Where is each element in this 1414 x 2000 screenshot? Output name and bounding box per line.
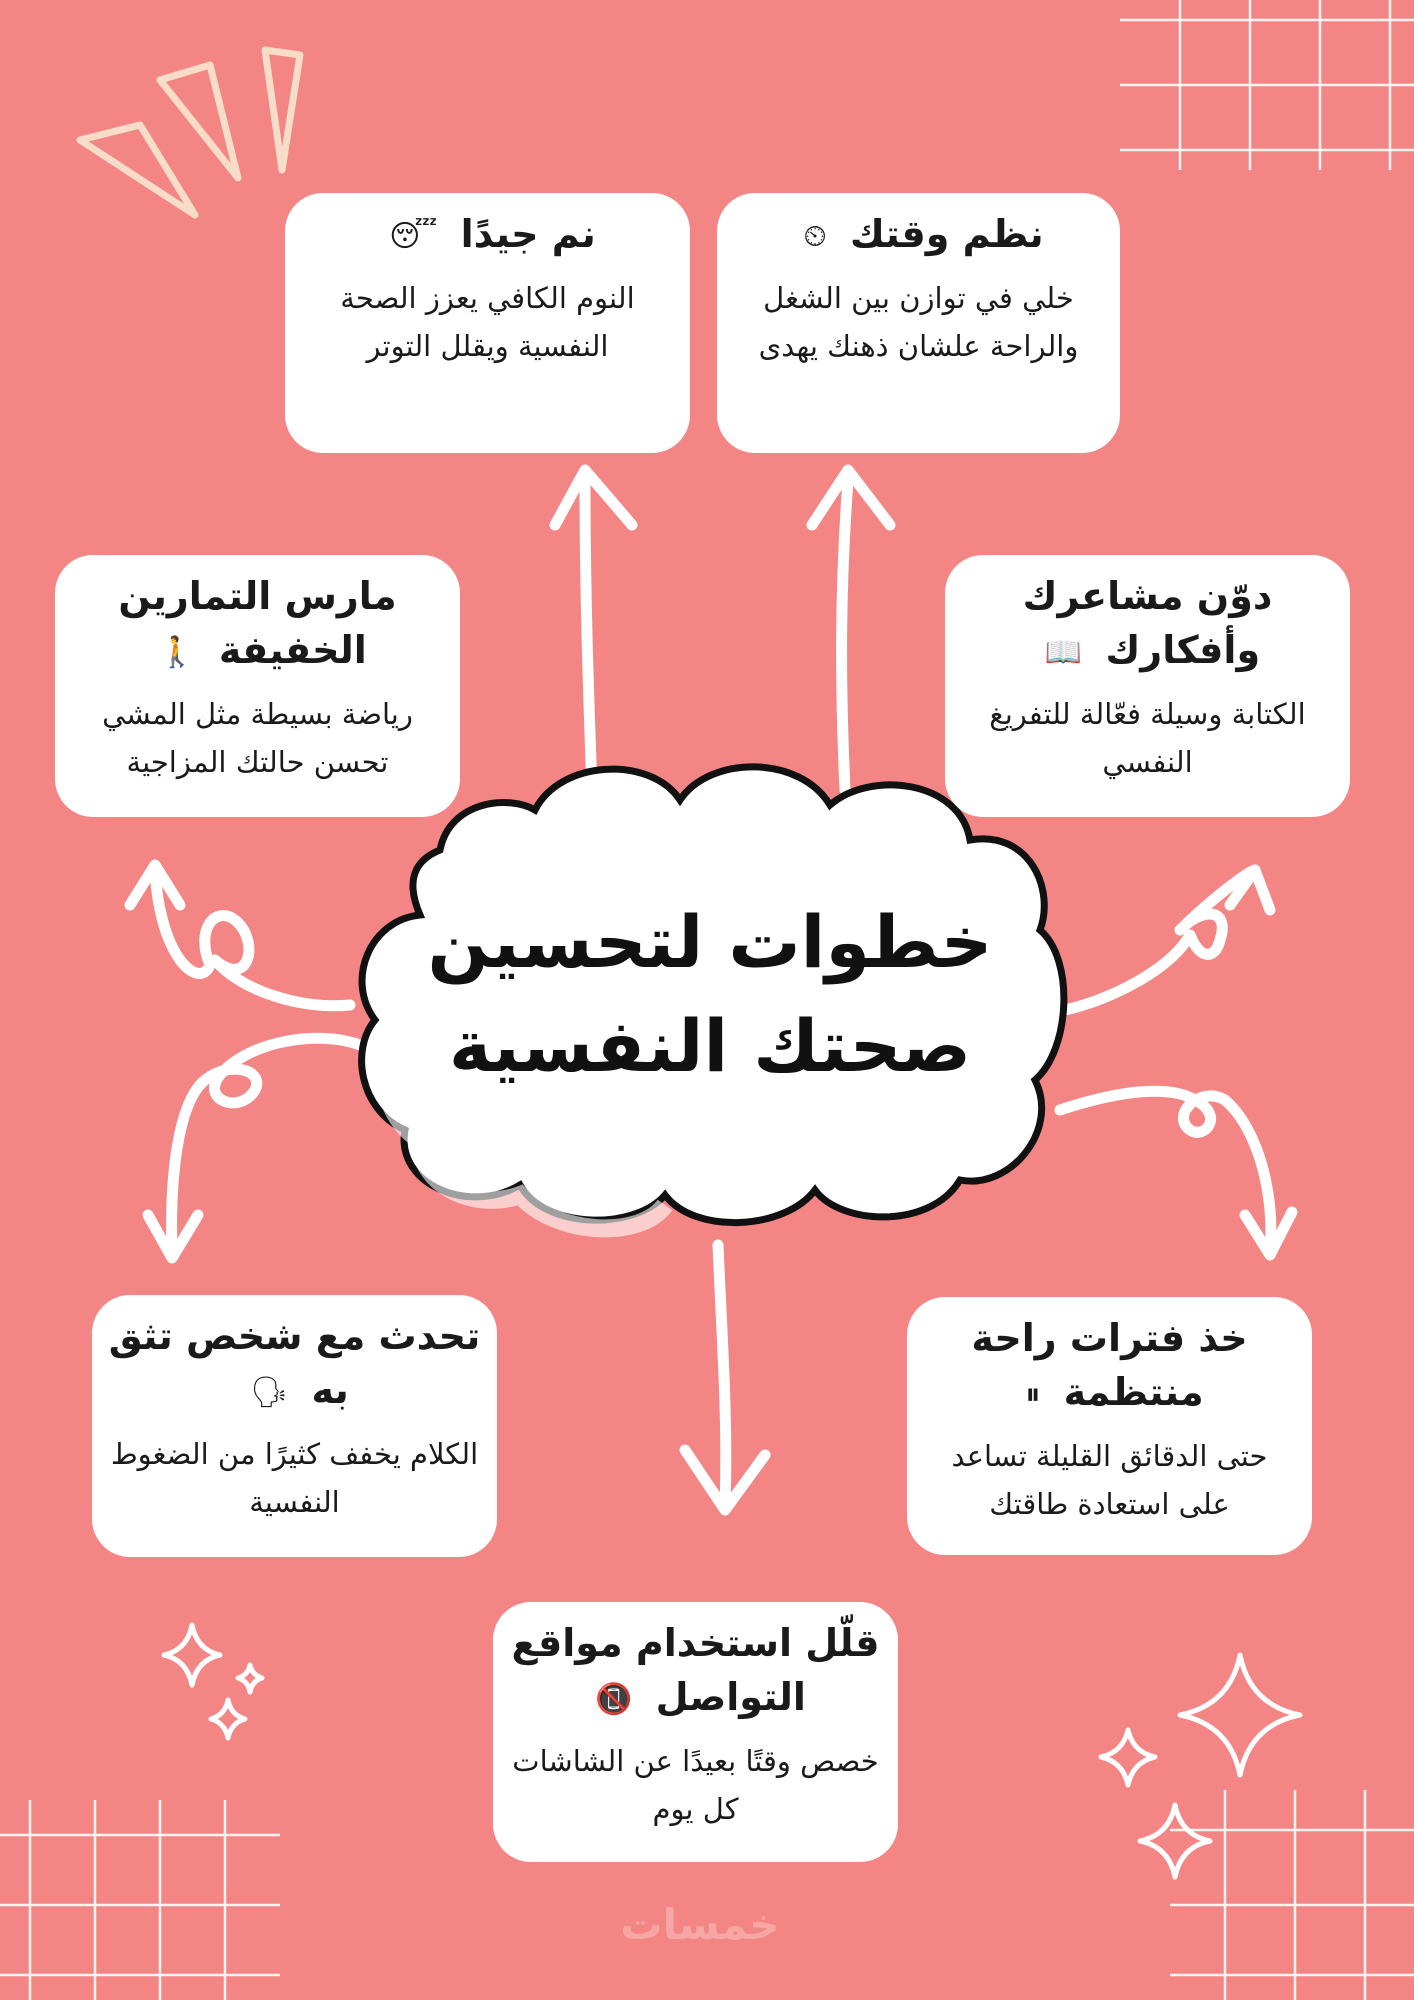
card-social bbox=[493, 1602, 898, 1862]
card-sleep-body: النوم الكافي يعزز الصحة النفسية ويقلل التوتر bbox=[340, 280, 635, 363]
card-exercise bbox=[55, 555, 460, 817]
card-rest bbox=[907, 1297, 1312, 1555]
card-title-talk bbox=[108, 1309, 481, 1420]
card-journal-body: الكتابة وسيلة فعّالة للتفريغ النفسي bbox=[989, 696, 1306, 779]
grid-decoration-bottom-left bbox=[0, 1800, 280, 2000]
card-exercise-body: رياضة بسيطة مثل المشي تحسن حالتك المزاجية bbox=[102, 696, 413, 779]
card-title-rest bbox=[923, 1311, 1296, 1422]
pause-button-icon: ⏸ bbox=[1025, 1376, 1041, 1412]
card-time-title: نظم وقتك bbox=[849, 212, 1044, 256]
card-time bbox=[717, 193, 1120, 453]
card-journal-title: دوّن مشاعرك وأفكارك bbox=[1022, 574, 1273, 672]
central-title: خطوات لتحسين صحتك النفسية bbox=[427, 900, 993, 1088]
card-title-journal bbox=[961, 569, 1334, 680]
card-title-social bbox=[509, 1616, 882, 1727]
rays-decoration bbox=[80, 50, 300, 215]
card-sleep-title: نم جيدًا bbox=[460, 212, 596, 256]
clock-icon: ⏲ bbox=[803, 218, 827, 254]
sleeping-face-icon: 😴 bbox=[389, 218, 438, 254]
card-title-time bbox=[733, 207, 1104, 264]
card-social-title: قلّل استخدام مواقع التواصل bbox=[511, 1621, 880, 1719]
grid-decoration-top-right bbox=[1120, 0, 1414, 170]
card-title-exercise bbox=[71, 569, 444, 680]
card-exercise-title: مارس التمارين الخفيفة bbox=[118, 574, 397, 672]
book-icon: 📖 bbox=[1044, 634, 1083, 670]
walking-person-icon: 🚶 bbox=[158, 634, 196, 670]
card-talk-title: تحدث مع شخص تثق به bbox=[108, 1314, 481, 1412]
card-sleep bbox=[285, 193, 690, 453]
card-journal bbox=[945, 555, 1350, 817]
card-time-body: خلي في توازن بين الشغل والراحة علشان ذهنك يهدى bbox=[758, 280, 1079, 363]
watermark: خمسات bbox=[620, 1900, 780, 1949]
card-rest-body: حتى الدقائق القليلة تساعد على استعادة طاقتك bbox=[951, 1438, 1268, 1521]
card-talk bbox=[92, 1295, 497, 1557]
speaking-head-icon: 🗣 bbox=[250, 1374, 289, 1410]
card-social-body: خصص وقتًا بعيدًا عن الشاشات كل يوم bbox=[512, 1743, 879, 1826]
card-talk-body: الكلام يخفف كثيرًا من الضغوط النفسية bbox=[110, 1436, 479, 1519]
grid-decoration-bottom-right bbox=[1170, 1790, 1414, 2000]
card-title-sleep bbox=[301, 207, 674, 264]
card-rest-title: خذ فترات راحة منتظمة bbox=[971, 1316, 1248, 1414]
no-mobile-phones-icon: 📵 bbox=[595, 1681, 633, 1717]
